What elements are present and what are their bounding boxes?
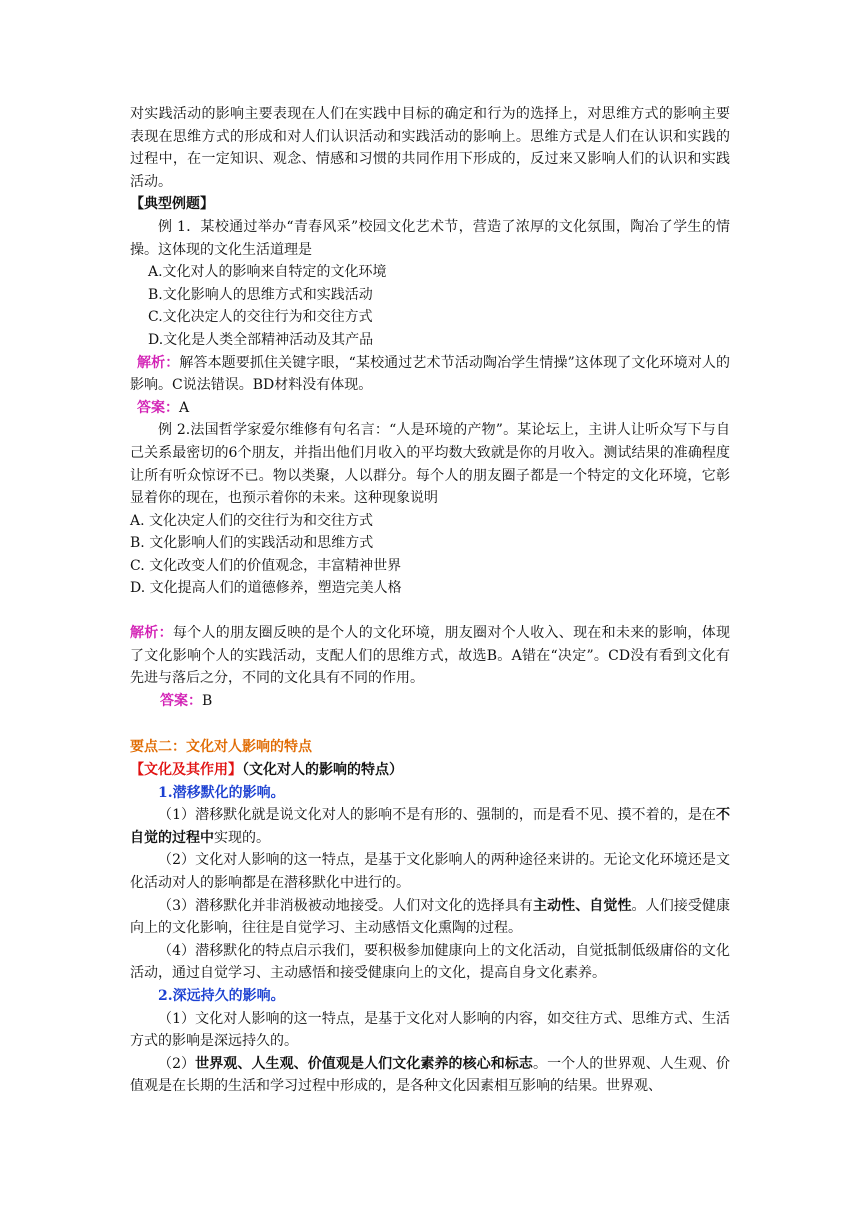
example-2-option-c: C. 文化改变人们的价值观念，丰富精神世界 (130, 557, 402, 574)
point-1-para-2: （2）文化对人影响的这一特点，是基于文化影响人的两种途径来讲的。无论文化环境还是文化活动对人的影响都是在潜移默化中进行的。 (130, 852, 730, 891)
example-2-option-b: B. 文化影响人们的实践活动和思维方式 (130, 535, 374, 552)
emphasis-text: 不自觉的过程中 (130, 807, 730, 846)
spacer (130, 600, 730, 622)
example-1-option-b: B.文化影响人的思维方式和实践活动 (148, 286, 373, 303)
point-2-para-2 (130, 1053, 730, 1098)
point-1-para-4: （4）潜移默化的特点启示我们，要积极参加健康向上的文化活动，自觉抵制低级庸俗的文化活动，通过自觉学习、主动感悟和接受健康向上的文化，提高自身文化素养。 (130, 942, 730, 982)
example-1-analysis (130, 352, 730, 397)
text: （1）潜移默化就是说文化对人的影响不是有形的、强制的，而是看不见、摸不着的，是在 (158, 807, 716, 824)
sub-heading-bracket: 【文化及其作用】 (130, 762, 242, 779)
example-1-answer (130, 397, 730, 420)
point-1-title: 1.潜移默化的影响。 (158, 784, 285, 801)
example-1-question: 例 1．某校通过举办“青春风采”校园文化艺术节，营造了浓厚的文化氛围，陶冶了学生的情操。这体现的文化生活道理是 (130, 218, 730, 258)
text: 。一个人的世界观、人生观、价值观是在长期的生活和学习过程中形成的，是各种文化因素相互影响的结果。世界观、 (130, 1055, 730, 1095)
example-2-option-a: A. 文化决定人们的交往行为和交往方式 (130, 512, 374, 529)
text: 。人们接受健康向上的文化影响，往往是自觉学习、主动感悟文化熏陶的过程。 (130, 897, 731, 937)
example-2-option-d: D. 文化提高人们的道德修养，塑造完美人格 (130, 580, 402, 597)
point-1-para-1 (130, 804, 730, 849)
answer-value: A (179, 399, 190, 416)
answer-label: 答案： (160, 692, 202, 709)
intro-paragraph: 对实践活动的影响主要表现在人们在实践中目标的确定和行为的选择上，对思维方式的影响主要表现在思维方式的形成和对人们认识活动和实践活动的影响上。思维方式是人们在认识和实践的过程中，在一定知识、观念、情感和习惯的共同作用下形成的，反过来又影响人们的认识和实践活动。 (130, 106, 730, 190)
key-point-heading: 要点二：文化对人影响的特点 (130, 739, 312, 756)
analysis-label: 解析： (130, 625, 173, 642)
analysis-text: 每个人的朋友圈反映的是个人的文化环境，朋友圈对个人收入、现在和未来的影响，体现了文化影响个人的实践活动，支配人们的思维方式，故选B。A错在“决定”。CD没有看到文化有先进与落后之分，不同的文化具有不同的作用。 (130, 625, 731, 687)
point-2-title: 2.深远持久的影响。 (158, 987, 285, 1004)
sub-heading-note: （文化对人的影响的特点） (242, 762, 403, 779)
text: 实现的。 (214, 829, 270, 846)
text: （3）潜移默化并非消极被动地接受。人们对文化的选择具有 (158, 897, 533, 914)
point-2-para-1: （1）文化对人影响的这一特点，是基于文化对人影响的内容，如交往方式、思维方式、生活方式的影响是深远持久的。 (130, 1010, 730, 1050)
document-page (130, 103, 730, 1098)
example-2-question: 例 2.法国哲学家爱尔维修有句名言：“人是环境的产物”。某论坛上，主讲人让听众写下与自己关系最密切的6个朋友，并指出他们月收入的平均数大致就是你的月收入。测试结果的准确程度让所有听众惊讶不已。物以类聚，人以群分。每个人的朋友圈子都是一个特定的文化环境，它彰显着你的现在，也预示着你的未来。这种现象说明 (130, 422, 730, 507)
spacer (130, 712, 730, 736)
answer-label: 答案： (137, 399, 179, 416)
emphasis-text: 主动性、自觉性 (533, 897, 632, 914)
point-1-para-3 (130, 895, 730, 940)
section-heading-examples: 【典型例题】 (130, 196, 214, 213)
example-1-option-c: C.文化决定人的交往行为和交往方式 (148, 309, 373, 326)
example-1-option-a: A.文化对人的影响来自特定的文化环境 (148, 264, 387, 281)
emphasis-text: 世界观、人生观、价值观是人们文化素养的核心和标志 (195, 1055, 533, 1072)
example-2-answer (130, 690, 730, 713)
example-2-analysis (130, 622, 730, 690)
answer-value: B (202, 692, 213, 709)
example-1-option-d: D.文化是人类全部精神活动及其产品 (148, 331, 374, 348)
analysis-label: 解析： (137, 354, 180, 371)
sub-heading (130, 759, 730, 782)
text: （2） (158, 1055, 196, 1072)
analysis-text: 解答本题要抓住关键字眼，“某校通过艺术节活动陶冶学生情操”这体现了文化环境对人的影响。C说法错误。BD材料没有体现。 (130, 354, 731, 394)
